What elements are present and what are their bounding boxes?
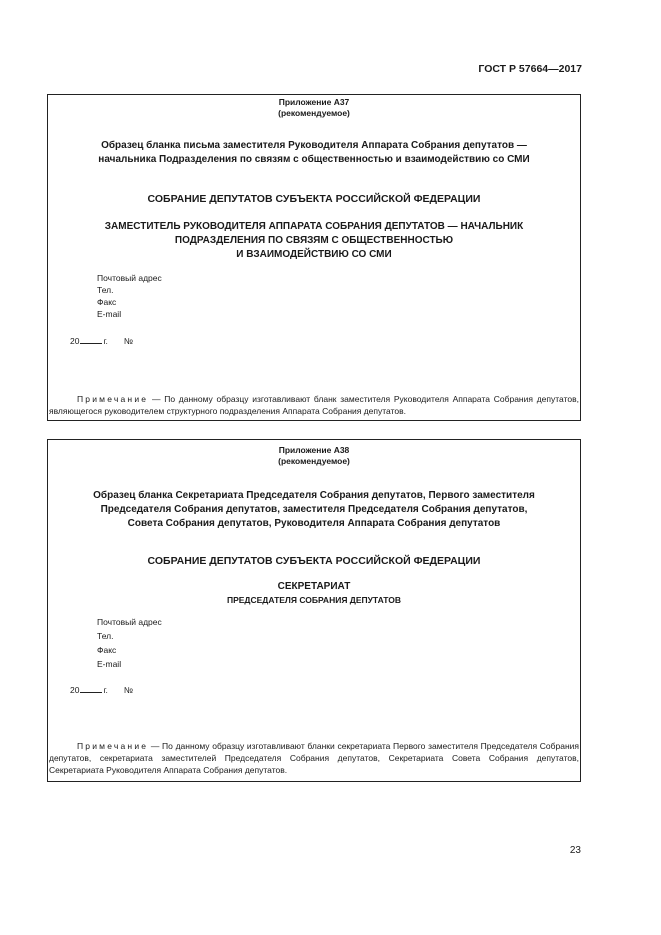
unit-name [48, 220, 580, 262]
contact-fields [97, 616, 162, 670]
note-text: — По данному образцу изготавливают бланки секретариата Первого заместителя Председателя Собрания депутатов, секретариата заместителей Председателя Собрания депутатов, Секретариата Совета Собрания депутатов, Секретариата Руководителя Аппарата Собрания депутатов. [49, 741, 579, 775]
contact-fields [97, 272, 162, 320]
note [48, 740, 580, 776]
appendix-a38-frame [47, 439, 581, 782]
organization-name: СОБРАНИЕ ДЕПУТАТОВ СУБЪЕКТА РОССИЙСКОЙ ФЕДЕРАЦИИ [147, 193, 481, 205]
note [48, 393, 580, 417]
form-title [48, 489, 580, 531]
date-prefix: 20 [70, 685, 80, 695]
date-prefix: 20 [70, 336, 80, 346]
appendix-heading [48, 445, 580, 467]
phone-label: Тел. [97, 285, 114, 295]
postal-address-label: Почтовый адрес [97, 617, 162, 627]
date-blank [80, 343, 102, 344]
document-code: ГОСТ Р 57664—2017 [478, 63, 582, 75]
year-suffix: г. [103, 685, 108, 695]
postal-address-label: Почтовый адрес [97, 273, 162, 283]
date-number-line [70, 336, 133, 346]
date-blank [80, 692, 102, 693]
note-text: — По данному образцу изготавливают бланк заместителя Руководителя Аппарата Собрания депутатов, являющегося руководителем структурного подразделения Аппарата Собрания депутатов. [49, 394, 579, 416]
email-label: E-mail [97, 659, 122, 669]
phone-label: Тел. [97, 631, 114, 641]
appendix-label: Приложение А37 [278, 97, 350, 107]
appendix-status: (рекомендуемое) [278, 108, 350, 118]
unit-name-line: СЕКРЕТАРИАТ [277, 581, 351, 592]
note-label: Примечание [77, 741, 149, 751]
form-title-line: Совета Собрания депутатов, Руководителя Аппарата Собрания депутатов [127, 518, 501, 529]
email-label: E-mail [97, 309, 122, 319]
appendix-label: Приложение А38 [278, 445, 350, 455]
note-label: Примечание [77, 394, 149, 404]
form-title-line: Председателя Собрания депутатов, заместителя Председателя Собрания депутатов, [100, 504, 528, 515]
unit-name-line: ЗАМЕСТИТЕЛЬ РУКОВОДИТЕЛЯ АППАРАТА СОБРАНИЯ ДЕПУТАТОВ — НАЧАЛЬНИК [104, 221, 524, 232]
fax-label: Факс [97, 645, 117, 655]
appendix-heading [48, 97, 580, 119]
form-title [48, 139, 580, 167]
organization-name: СОБРАНИЕ ДЕПУТАТОВ СУБЪЕКТА РОССИЙСКОЙ ФЕДЕРАЦИИ [147, 555, 481, 567]
date-number-line [70, 685, 133, 695]
fax-label: Факс [97, 297, 117, 307]
form-title-line: Образец бланка Секретариата Председателя Собрания депутатов, Первого заместителя [93, 490, 535, 501]
form-title-line: начальника Подразделения по связям с общественностью и взаимодействию со СМИ [98, 154, 530, 165]
unit-name-line: И ВЗАИМОДЕЙСТВИЮ СО СМИ [236, 249, 392, 260]
appendix-a37-frame [47, 94, 581, 421]
unit-subtitle: ПРЕДСЕДАТЕЛЯ СОБРАНИЯ ДЕПУТАТОВ [226, 595, 402, 605]
page-number: 23 [569, 845, 581, 856]
number-sign: № [123, 685, 134, 695]
unit-name [48, 580, 580, 594]
unit-name-line: ПОДРАЗДЕЛЕНИЯ ПО СВЯЗЯМ С ОБЩЕСТВЕННОСТЬЮ [174, 235, 454, 246]
number-sign: № [123, 336, 134, 346]
appendix-status: (рекомендуемое) [278, 456, 350, 466]
form-title-line: Образец бланка письма заместителя Руководителя Аппарата Собрания депутатов — [101, 140, 527, 151]
year-suffix: г. [103, 336, 108, 346]
